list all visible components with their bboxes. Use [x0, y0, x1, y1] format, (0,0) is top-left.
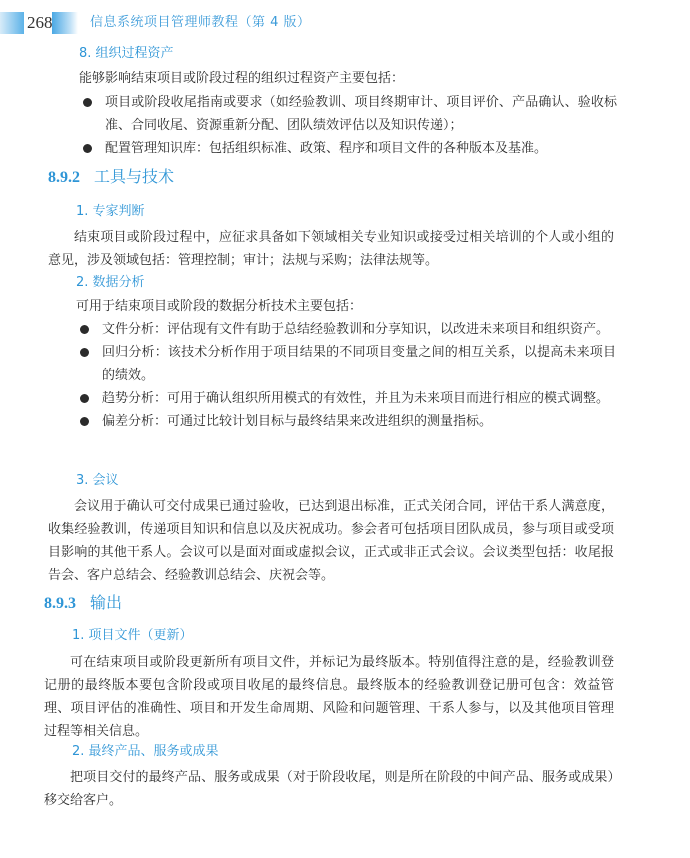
subheading-project-documents: 1. 项目文件（更新） — [72, 628, 193, 643]
paragraph-project-documents: 可在结束项目或阶段更新所有项目文件，并标记为最终版本。特别值得注意的是，经验教训登记册的最终版本要包含阶段或项目收尾的最终信息。最终版本的经验教训登记册可包含：效益管理、项目评估的准确性、项目和开发生命周期、风险和问题管理、干系人参与，以及其他项目管理过程等相关信息。 — [44, 655, 614, 739]
list-item — [76, 341, 616, 387]
section-number: 8.9.3 — [44, 595, 76, 612]
bullet-icon — [80, 394, 89, 403]
subheading-expert-judgment: 1. 专家判断 — [76, 204, 145, 219]
book-title: 信息系统项目管理师教程（第 4 版） — [90, 15, 311, 30]
bullet-icon — [83, 144, 92, 153]
list-item-text: 趋势分析：可用于确认组织所用模式的有效性，并且为未来项目而进行相应的模式调整。 — [102, 391, 610, 406]
subheading-data-analysis: 2. 数据分析 — [76, 275, 145, 290]
paragraph-final-product: 把项目交付的最终产品、服务或成果（对于阶段收尾，则是所在阶段的中间产品、服务或成果）移交给客户。 — [44, 770, 614, 808]
list-item — [76, 318, 616, 341]
bullet-icon — [80, 417, 89, 426]
section-number: 8.9.2 — [48, 169, 80, 186]
header-accent-bar-right — [52, 12, 78, 34]
bullet-icon — [83, 98, 92, 107]
header-accent-bar-left — [0, 12, 24, 34]
section-heading-tools — [48, 166, 174, 189]
list-item-text: 文件分析：评估现有文件有助于总结经验教训和分享知识，以改进未来项目和组织资产。 — [102, 322, 610, 337]
subheading-org-assets: 8. 组织过程资产 — [79, 46, 174, 61]
section-title: 工具与技术 — [94, 167, 175, 186]
list-item — [76, 387, 616, 410]
list-item — [79, 91, 617, 137]
bullet-list-org-assets — [79, 91, 617, 160]
list-item-text: 配置管理知识库：包括组织标准、政策、程序和项目文件的各种版本及基准。 — [105, 141, 548, 156]
paragraph-data-analysis-intro: 可用于结束项目或阶段的数据分析技术主要包括： — [76, 299, 363, 314]
subheading-final-product: 2. 最终产品、服务或成果 — [72, 744, 219, 759]
page-header — [0, 12, 690, 34]
list-item — [79, 137, 617, 160]
subheading-meeting: 3. 会议 — [76, 473, 119, 488]
bullet-icon — [80, 348, 89, 357]
bullet-icon — [80, 325, 89, 334]
list-item-text: 偏差分析：可通过比较计划目标与最终结果来改进组织的测量指标。 — [102, 414, 493, 429]
paragraph-org-assets-intro: 能够影响结束项目或阶段过程的组织过程资产主要包括： — [79, 71, 405, 86]
bullet-list-data-analysis — [76, 318, 616, 433]
section-heading-outputs — [44, 592, 122, 615]
paragraph-meeting: 会议用于确认可交付成果已通过验收，已达到退出标准，正式关闭合同，评估干系人满意度，收集经验教训，传递项目知识和信息以及庆祝成功。参会者可包括项目团队成员，参与项目或受项目影响的其他干系人。会议可以是面对面或虚拟会议，正式或非正式会议。会议类型包括：收尾报告会、客户总结会、经验教训总结会、庆祝会等。 — [48, 499, 614, 583]
list-item-text: 回归分析：该技术分析作用于项目结果的不同项目变量之间的相互关系，以提高未来项目的绩效。 — [102, 345, 616, 383]
list-item-text: 项目或阶段收尾指南或要求（如经验教训、项目终期审计、项目评价、产品确认、验收标准、合同收尾、资源重新分配、团队绩效评估以及知识传递）； — [105, 95, 617, 133]
section-title: 输出 — [90, 593, 123, 612]
list-item — [76, 410, 616, 433]
paragraph-expert-judgment: 结束项目或阶段过程中，应征求具备如下领域相关专业知识或接受过相关培训的个人或小组的意见，涉及领域包括：管理控制；审计；法规与采购；法律法规等。 — [48, 230, 614, 268]
page-number: 268 — [27, 13, 53, 32]
